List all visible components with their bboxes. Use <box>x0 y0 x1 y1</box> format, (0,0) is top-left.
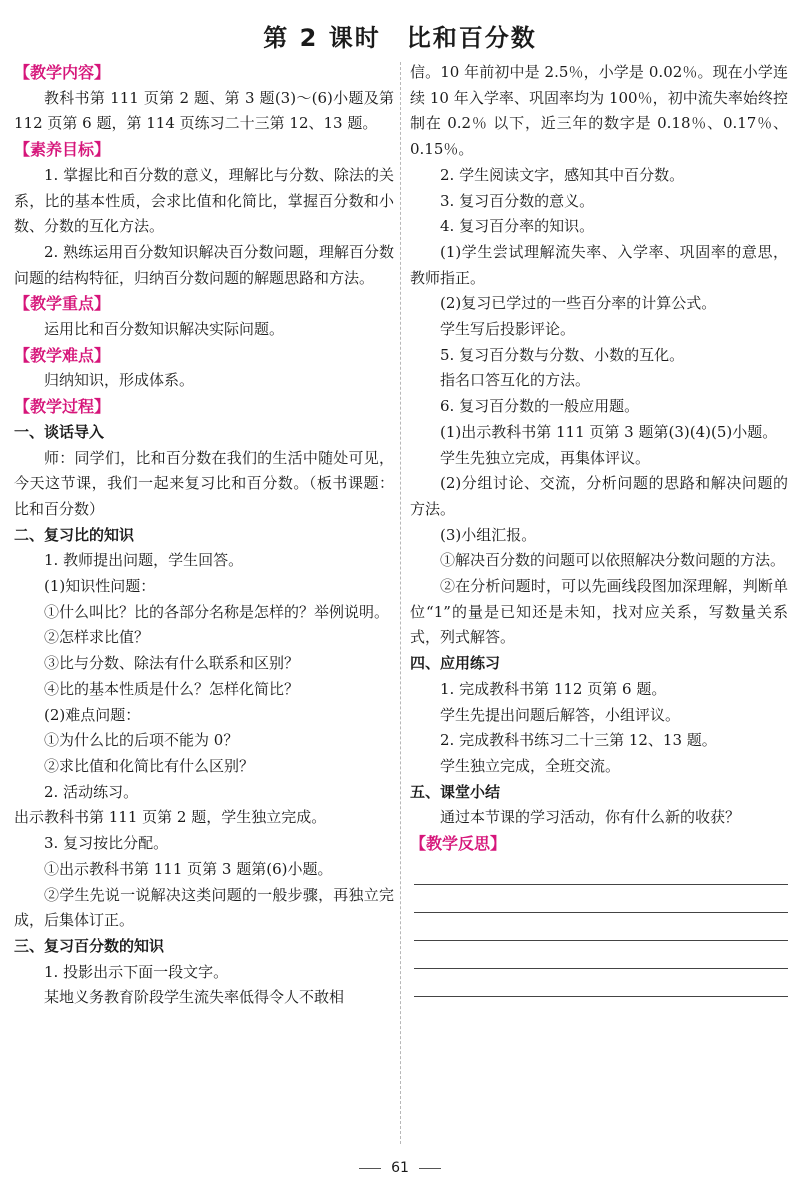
left-column <box>14 60 394 1011</box>
text-line: 3. 复习按比分配。 <box>44 834 169 853</box>
text-line: 1. 完成教科书第 112 页第 6 题。 <box>440 679 667 698</box>
footer-dash <box>359 1168 381 1169</box>
text-line: 学生先提出问题后解答，小组评议。 <box>440 705 681 724</box>
text-line: (1)出示教科书第 111 页第 3 题第(3)(4)(5)小题。 <box>440 422 778 441</box>
text-line: 出示教科书第 111 页第 2 题，学生独立完成。 <box>14 808 327 827</box>
footer-dash <box>419 1168 441 1169</box>
text-line: ②在分析问题时，可以先画线段图加深理解，判断单位“1”的量是已知还是未知，找对应关系，写数量关系式，列式解答。 <box>410 577 788 647</box>
writing-line <box>414 913 788 941</box>
lesson-number: 第 2 课时 <box>263 24 381 52</box>
text-line: (1)知识性问题： <box>44 577 156 596</box>
text-line: 2. 活动练习。 <box>44 782 139 801</box>
step-heading-5: 五、课堂小结 <box>410 782 501 801</box>
page-footer <box>0 1160 800 1176</box>
text-line: (1)学生尝试理解流失率、入学率、巩固率的意思，教师指正。 <box>410 242 788 287</box>
section-heading-content: 【教学内容】 <box>14 63 111 82</box>
text-line: ①什么叫比？比的各部分名称是怎样的？举例说明。 <box>44 602 390 621</box>
goal-paragraph-2: 2. 熟练运用百分数知识解决百分数问题，理解百分数问题的结构特征，归纳百分数问题的解题思路和方法。 <box>14 242 394 287</box>
text-line: 学生先独立完成，再集体评议。 <box>440 448 651 467</box>
text-line: (3)小组汇报。 <box>440 525 537 544</box>
text-line: (2)复习已学过的一些百分率的计算公式。 <box>440 294 717 313</box>
text-line: ②求比值和化简比有什么区别？ <box>44 756 255 775</box>
text-line: ①为什么比的后项不能为 0？ <box>44 731 239 750</box>
text-line: 1. 投影出示下面一段文字。 <box>44 962 229 981</box>
text-line: ④比的基本性质是什么？怎样化简比？ <box>44 679 300 698</box>
text-line: 学生独立完成，全班交流。 <box>440 756 621 775</box>
lesson-topic: 比和百分数 <box>406 24 537 52</box>
page-number: 61 <box>391 1160 409 1176</box>
section-heading-process: 【教学过程】 <box>14 397 111 417</box>
section-heading-key-points: 【教学重点】 <box>14 294 111 314</box>
text-line: ①出示教科书第 111 页第 3 题第(6)小题。 <box>44 859 333 878</box>
key-points-paragraph: 运用比和百分数知识解决实际问题。 <box>44 320 285 339</box>
content-paragraph: 教科书第 111 页第 2 题、第 3 题(3)～(6)小题及第 112 页第 6 题，第 114 页练习二十三第 12、13 题。 <box>14 88 394 133</box>
column-divider <box>400 62 401 1144</box>
quote-paragraph: 信。10 年前初中是 2.5％，小学是 0.02％。现在小学连续 10 年入学率、巩固率均为 100％，初中流失率始终控制在 0.2％ 以下，近三年的数字是 0.18％、0.17％、0.15％。 <box>410 63 788 159</box>
text-line: 2. 完成教科书练习二十三第 12、13 题。 <box>440 731 717 750</box>
writing-line <box>414 857 788 885</box>
section-heading-reflection: 【教学反思】 <box>410 834 507 854</box>
text-line: ②怎样求比值？ <box>44 628 150 647</box>
page-title <box>0 18 800 53</box>
text-line: 某地义务教育阶段学生流失率低得令人不敢相 <box>44 988 345 1007</box>
writing-line <box>414 941 788 969</box>
reflection-lines <box>410 857 788 997</box>
text-line: 指名口答互化的方法。 <box>440 371 591 390</box>
section-heading-difficulties: 【教学难点】 <box>14 345 111 365</box>
text-line: 3. 复习百分数的意义。 <box>440 191 595 210</box>
text-line: ②学生先说一说解决这类问题的一般步骤，再独立完成，后集体订正。 <box>14 885 394 930</box>
step-heading-4: 四、应用练习 <box>410 654 501 673</box>
difficulties-paragraph: 归纳知识，形成体系。 <box>44 371 195 390</box>
intro-paragraph: 师：同学们，比和百分数在我们的生活中随处可见，今天这节课，我们一起来复习比和百分数。（板书课题：比和百分数） <box>14 448 394 518</box>
section-heading-goals: 【素养目标】 <box>14 140 111 160</box>
right-column <box>410 60 788 997</box>
step-heading-2: 二、复习比的知识 <box>14 525 135 544</box>
text-line: 学生写后投影评论。 <box>440 320 576 339</box>
text-line: 6. 复习百分数的一般应用题。 <box>440 397 640 416</box>
text-line: 1. 教师提出问题，学生回答。 <box>44 551 244 570</box>
text-line: ③比与分数、除法有什么联系和区别？ <box>44 654 300 673</box>
step-heading-3: 三、复习百分数的知识 <box>14 936 165 955</box>
text-line: 2. 学生阅读文字，感知其中百分数。 <box>440 165 685 184</box>
text-line: 5. 复习百分数与分数、小数的互化。 <box>440 345 685 364</box>
text-line: (2)分组讨论、交流，分析问题的思路和解决问题的方法。 <box>410 474 788 518</box>
goal-paragraph-1: 1. 掌握比和百分数的意义，理解比与分数、除法的关系，比的基本性质，会求比值和化简比，掌握百分数和小数、分数的互化方法。 <box>14 165 394 236</box>
writing-line <box>414 969 788 997</box>
summary-line: 通过本节课的学习活动，你有什么新的收获？ <box>440 808 741 827</box>
writing-line <box>414 885 788 913</box>
text-line: 4. 复习百分率的知识。 <box>440 217 595 236</box>
text-line: (2)难点问题： <box>44 705 141 724</box>
step-heading-1: 一、谈话导入 <box>14 422 105 441</box>
text-line: ①解决百分数的问题可以依照解决分数问题的方法。 <box>440 551 786 570</box>
